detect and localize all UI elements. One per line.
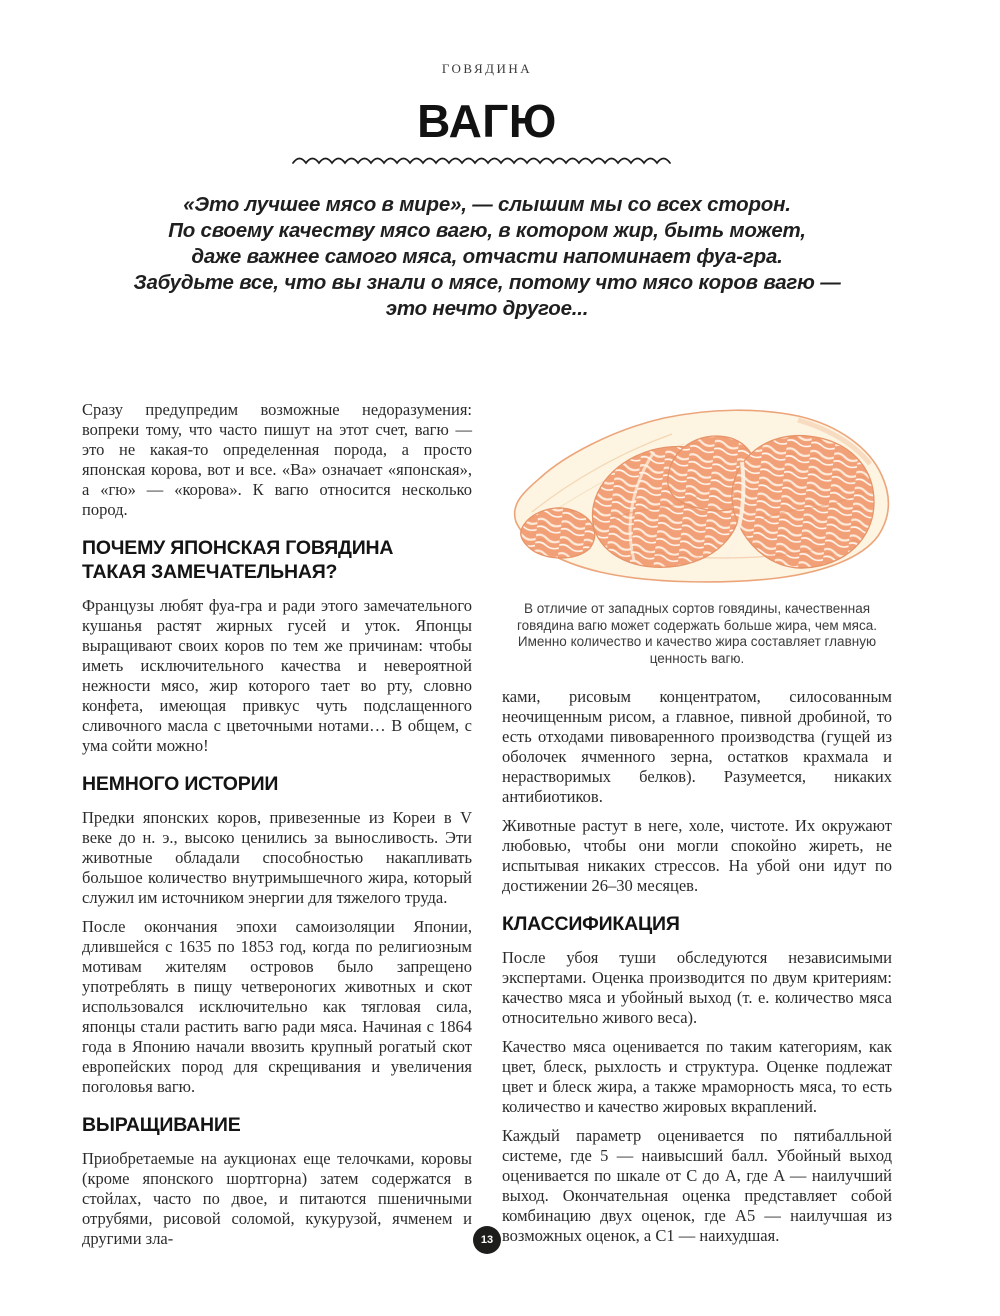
wave-divider [292,155,682,167]
wagyu-steak-illustration [502,400,892,586]
paragraph-raising-continued: ками, рисовым концентратом, силосованным неочищенным рисом, а главное, пивной дробиной, то есть отходами пивоваренного производства (гущей из оболочек ячменного зерна, остатков крахмала и нерастворимых белков). Разумеется, никаких антибиотиков. [502,687,892,806]
paragraph-raising-care: Животные растут в неге, холе, чистоте. Их окружают любовью, чтобы они могли спокойно жиреть, не испытывая никаких стрессов. На убой они идут по достижении 26–30 месяцев. [502,816,892,895]
page-title: ВАГЮ [417,95,557,147]
page-number-badge: 13 [473,1226,501,1254]
page-content [82,0,892,1316]
section-heading-why: ПОЧЕМУ ЯПОНСКАЯ ГОВЯДИНА ТАКАЯ ЗАМЕЧАТЕЛЬНАЯ? [82,537,394,583]
right-column [502,400,892,1255]
left-column [82,400,472,1258]
lead-paragraph [82,192,892,322]
paragraph-raising: Приобретаемые на аукционах еще телочками, коровы (кроме японского шортгорна) затем содержатся в стойлах, часто по двое, и питаются пшеничными отрубями, рисовой соломой, кукурузой, ячменем и другими зла- [82,1149,472,1248]
paragraph-classification-3: Каждый параметр оценивается по пятибалльной системе, где 5 — наивысший балл. Убойный выход оценивается по шкале от C до A, где A — наилучший выход. Окончательная оценка представляет собой комбинацию двух оценок, где A5 — наилучшая из возможных оценок, а C1 — наихудшая. [502,1126,892,1245]
lead-line: «Это лучшее мясо в мире», — слышим мы со всех сторон. [183,193,791,216]
lead-line: даже важнее самого мяса, отчасти напоминает фуа-гра. [191,245,783,268]
paragraph-classification-1: После убоя туши обследуются независимыми экспертами. Оценка производится по двум критериям: качество мяса и убойный выход (т. е. количество мяса относительно живого веса). [502,948,892,1027]
paragraph-intro-definition: Сразу предупредим возможные недоразумения: вопреки тому, что часто пишут на этот счет, вагю — это не какая-то определенная порода, а просто японская корова, вот и все. «Ва» означает «японская», а «гю» — «корова». К вагю относится несколько пород. [82,400,472,519]
lead-line: Забудьте все, что вы знали о мясе, потому что мясо коров вагю — [133,271,841,294]
paragraph-history-1: Предки японских коров, привезенные из Кореи в V веке до н. э., высоко ценились за выносливость. Эти животные обладали способностью накапливать большое количество внутримышечного жира, который служил им источником энергии для тяжелого труда. [82,808,472,907]
section-heading-history: НЕМНОГО ИСТОРИИ [82,773,279,795]
figure-wagyu-steak [502,400,892,667]
running-head: ГОВЯДИНА [441,61,533,76]
paragraph-classification-2: Качество мяса оценивается по таким категориям, как цвет, блеск, рыхлость и структура. Оценке подлежат цвет и блеск жира, а также мраморность мяса, то есть количество и качество жировых вкраплений. [502,1037,892,1116]
section-heading-classification: КЛАССИФИКАЦИЯ [502,913,680,935]
paragraph-why: Французы любят фуа-гра и ради этого замечательного кушанья растят жирных гусей и уток. Японцы выращивают своих коров по тем же причинам: чтобы иметь исключительного качества и невероятной нежности мясо, жир которого тает во рту, словно конфета, имеющая привкус чуть подслащенного сливочного масла с цветочными нотами… В общем, с ума сойти можно! [82,596,472,755]
figure-caption: В отличие от западных сортов говядины, качественная говядина вагю может содержать больше жира, чем мяса. Именно количество и качество жира составляет главную ценность вагю. [516,601,877,666]
lead-line: По своему качеству мясо вагю, в котором жир, быть может, [168,219,806,242]
paragraph-history-2: После окончания эпохи самоизоляции Японии, длившейся с 1635 по 1853 год, когда по религиозным мотивам жителям островов было запрещено употреблять в пищу четвероногих животных и скот использовался исключительно как тягловая сила, японцы стали растить вагю ради мяса. Начиная с 1864 года в Японию начали ввозить крупный рогатый скот европейских пород для скрещивания и увеличения поголовья вагю. [82,917,472,1096]
section-heading-raising: ВЫРАЩИВАНИЕ [82,1114,241,1136]
lead-line: это нечто другое... [385,297,589,320]
